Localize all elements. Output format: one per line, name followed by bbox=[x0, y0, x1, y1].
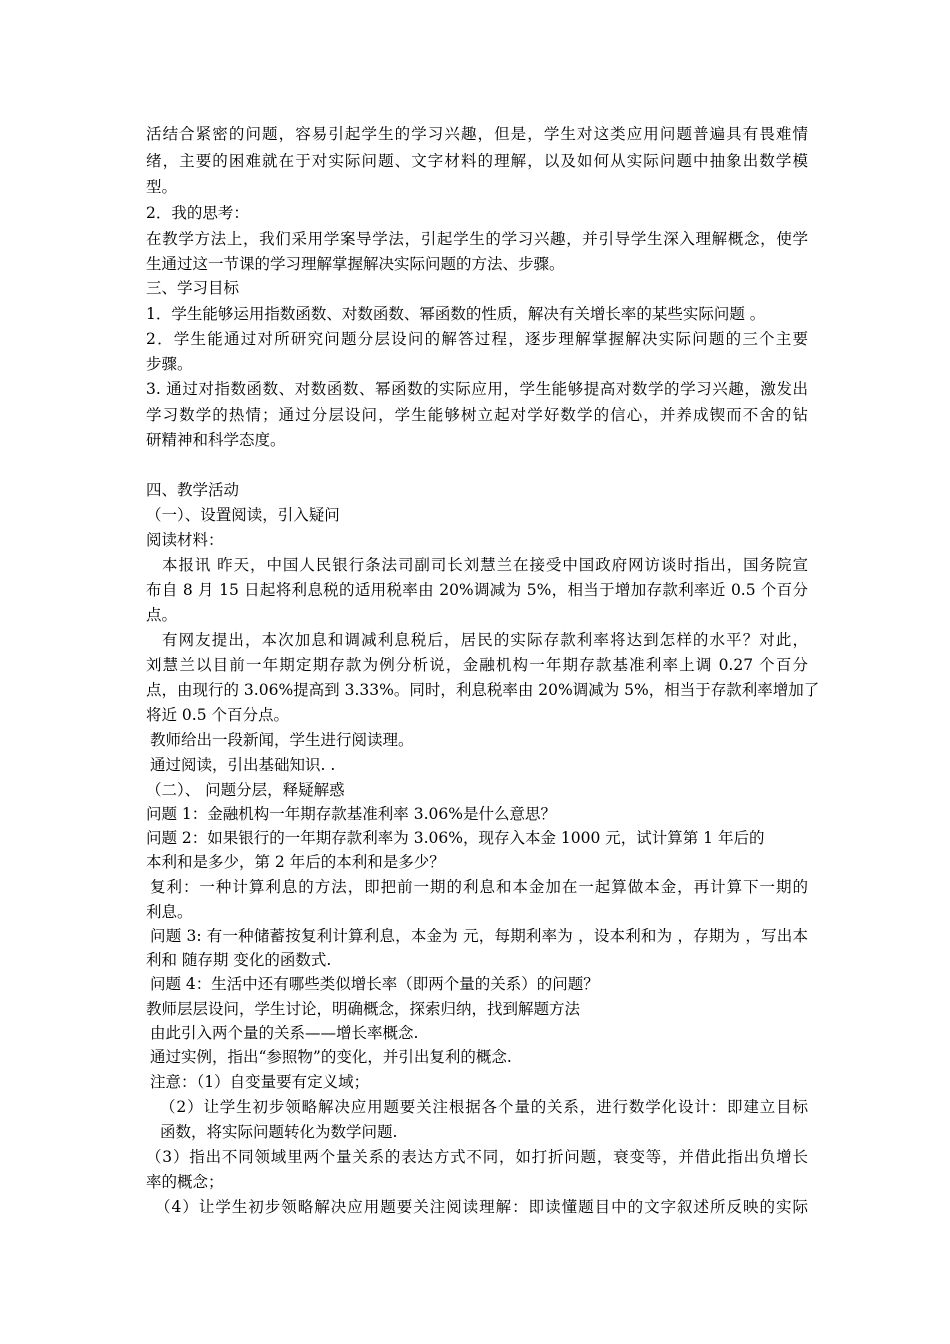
section-heading: 四、教学活动 bbox=[146, 481, 240, 499]
text-line: 1．学生能够运用指数函数、对数函数、幂函数的性质，解决有关增长率的某些实际问题 。 bbox=[146, 305, 766, 323]
text-line: （3）指出不同领域里两个量关系的表达方式不同，如打折问题，衰变等，并借此指出负增长 bbox=[146, 1148, 808, 1166]
text-line: 教师层层设问，学生讨论，明确概念，探索归纳，找到解题方法 bbox=[146, 1000, 581, 1018]
text-line: 问题 4：生活中还有哪些类似增长率（即两个量的关系）的问题？ bbox=[150, 975, 599, 993]
text-line: 复利：一种计算利息的方法，即把前一期的利息和本金加在一起算做本金，再计算下一期的 bbox=[150, 878, 808, 896]
text-line: 阅读材料： bbox=[146, 531, 224, 549]
text-line: 有网友提出，本次加息和调减利息税后，居民的实际存款利率将达到怎样的水平？对此， bbox=[162, 631, 808, 649]
text-line: 问题 2：如果银行的一年期存款利率为 3.06%，现存入本金 1000 元，试计算第 1 年后的 bbox=[146, 829, 765, 847]
section-heading: 三、学习目标 bbox=[146, 279, 240, 297]
text-line: 研精神和科学态度。 bbox=[146, 431, 286, 449]
subsection-heading: （一）、设置阅读，引入疑问 bbox=[146, 506, 340, 524]
text-line: 问题 1：金融机构一年期存款基准利率 3.06%是什么意思？ bbox=[146, 805, 556, 823]
text-line: 点。 bbox=[146, 606, 178, 624]
text-line: 点，由现行的 3.06%提高到 3.33%。同时，利息税率由 20%调减为 5%，相当于存款利率增加了 bbox=[146, 681, 820, 699]
text-line: 率的概念； bbox=[146, 1173, 224, 1191]
text-line: （4）让学生初步领略解决应用题要关注阅读理解：即读懂题目中的文字叙述所反映的实际 bbox=[155, 1198, 808, 1216]
text-line: 利息。 bbox=[146, 903, 193, 921]
text-line: 教师给出一段新闻，学生进行阅读理。 bbox=[150, 731, 414, 749]
text-line: 步骤。 bbox=[146, 355, 193, 373]
text-line: 3. 通过对指数函数、对数函数、幂函数的实际应用，学生能够提高对数学的学习兴趣，激发出 bbox=[146, 380, 808, 398]
text-line: 在教学方法上，我们采用学案导学法，引起学生的学习兴趣，并引导学生深入理解概念，使学 bbox=[146, 230, 808, 248]
text-line: 型。 bbox=[146, 178, 178, 196]
text-line: 绪，主要的困难就在于对实际问题、文字材料的理解，以及如何从实际问题中抽象出数学模 bbox=[146, 152, 808, 170]
text-line: 2．学生能通过对所研究问题分层设问的解答过程，逐步理解掌握解决实际问题的三个主要 bbox=[146, 330, 808, 348]
text-line: 刘慧兰以目前一年期定期存款为例分析说，金融机构一年期存款基准利率上调 0.27 个百分 bbox=[146, 656, 808, 674]
text-line: 将近 0.5 个百分点。 bbox=[146, 706, 290, 724]
text-line: 函数，将实际问题转化为数学问题. bbox=[160, 1123, 398, 1141]
text-line: 生通过这一节课的学习理解掌握解决实际问题的方法、步骤。 bbox=[146, 255, 565, 273]
section-heading: 2．我的思考： bbox=[146, 204, 249, 222]
text-line: 由此引入两个量的关系——增长率概念. bbox=[150, 1024, 419, 1042]
subsection-heading: （二）、 问题分层，释疑解惑 bbox=[146, 781, 345, 799]
text-line: 通过阅读，引出基础知识. . bbox=[150, 756, 336, 774]
text-line: 利和 随存期 变化的函数式. bbox=[146, 951, 332, 969]
text-line: 注意：（1）自变量要有定义域； bbox=[150, 1073, 370, 1091]
text-line: 通过实例，指出“参照物”的变化，并引出复利的概念. bbox=[150, 1048, 512, 1066]
text-line: 布自 8 月 15 日起将利息税的适用税率由 20%调减为 5%，相当于增加存款利率近 0.5 个百分 bbox=[146, 581, 808, 599]
text-line: 学习数学的热情；通过分层设问，学生能够树立起对学好数学的信心，并养成锲而不舍的钻 bbox=[146, 406, 808, 424]
text-line: （2）让学生初步领略解决应用题要关注根据各个量的关系，进行数学化设计：即建立目标 bbox=[160, 1098, 808, 1116]
text-line: 活结合紧密的问题，容易引起学生的学习兴趣，但是，学生对这类应用问题普遍具有畏难情 bbox=[146, 125, 808, 143]
text-line: 本利和是多少，第 2 年后的本利和是多少？ bbox=[146, 853, 445, 871]
text-line: 本报讯 昨天，中国人民银行条法司副司长刘慧兰在接受中国政府网访谈时指出，国务院宣 bbox=[162, 556, 808, 574]
text-line: 问题 3: 有一种储蓄按复利计算利息，本金为 元，每期利率为 ，设本利和为 ，存期为 ，写出本 bbox=[150, 927, 808, 945]
